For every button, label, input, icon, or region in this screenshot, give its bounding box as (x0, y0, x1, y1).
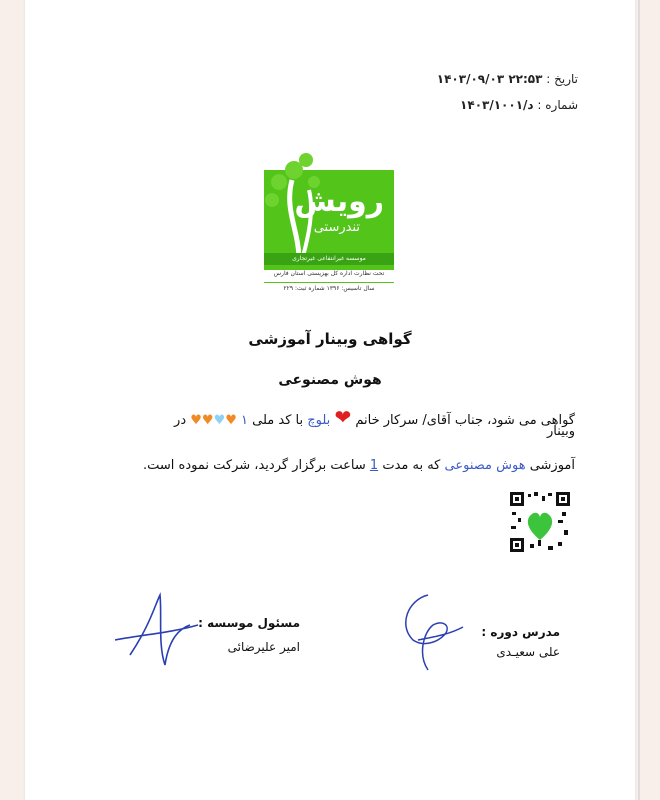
teacher-label: مدرس دوره : (481, 625, 560, 639)
logo-founded: سال تاسیس: ۱۳۹۶ شماره ثبت: ۲۲۹ (264, 282, 394, 292)
number-label: شماره : (537, 98, 578, 112)
certificate-sheet (25, 0, 635, 800)
institute-head-label: مسئول موسسه : (198, 616, 300, 630)
logo-supervision: تحت نظارت اداره کل بهزیستی استان فارس (273, 270, 385, 277)
line2-end: ساعت برگزار گردید، شرکت نموده است. (143, 458, 366, 473)
line2-start: آموزشی (529, 458, 575, 473)
red-heart-icon: ❤ (334, 405, 352, 429)
number-value: د/۱۴۰۳/۱۰۰۱ (460, 98, 534, 112)
page-edge (638, 0, 640, 800)
duration-value: 1 (369, 458, 379, 473)
heart-orange-icon: ♥♥ (190, 413, 214, 428)
date-label: تاریخ : (546, 72, 578, 86)
institute-logo (254, 150, 404, 298)
certificate-topic: هوش مصنوعی (278, 372, 382, 388)
date-row (437, 72, 578, 86)
institute-head-name: امیر علیرضائی (227, 640, 300, 654)
certificate-line-2 (55, 458, 575, 473)
recipient-name: بلوچ (307, 413, 331, 428)
certificate-line-1b: وبینار (547, 424, 575, 439)
certificate-title: گواهی وبینار آموزشی (248, 330, 412, 348)
teacher-name: علی سعیـدی (496, 645, 560, 659)
heart-blue-icon: ♥ (213, 413, 226, 428)
number-row (460, 98, 578, 112)
logo-title: رویش (294, 184, 384, 219)
institute-head-signature (110, 585, 200, 675)
line1-end: در (174, 413, 187, 428)
date-value: ۲۲:۵۳ ۱۴۰۳/۰۹/۰۳ (436, 72, 543, 86)
national-id-prefix: ۱ (241, 413, 249, 428)
certificate-line-1 (55, 405, 575, 429)
line2-topic: هوش مصنوعی (444, 458, 526, 473)
qr-code[interactable] (508, 490, 572, 554)
logo-strip: موسسه غیرانتفاعی غیرتجاری (264, 253, 394, 265)
heart-emojis-icon: ♥ (225, 413, 237, 428)
teacher-signature (388, 585, 468, 680)
line2-mid: که به مدت (382, 458, 441, 473)
logo-subtitle: تندرستی (313, 220, 360, 235)
line1-mid: با کد ملی (252, 413, 304, 428)
line1-start: گواهی می شود، جناب آقای/ سرکار خانم (355, 413, 575, 428)
